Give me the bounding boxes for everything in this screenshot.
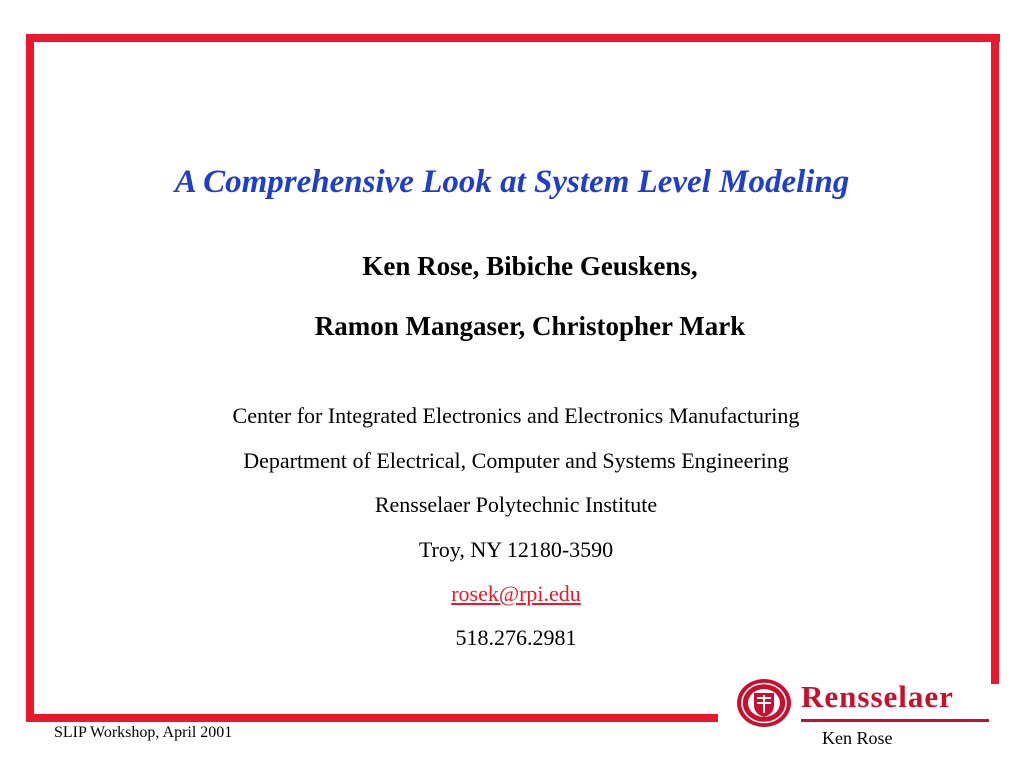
slide-title: A Comprehensive Look at System Level Modeling [174,164,850,200]
affiliation-address: Troy, NY 12180-3590 [418,537,614,562]
rensselaer-seal-icon [735,677,793,729]
frame-left-border [26,34,34,722]
email-line [0,581,1024,607]
affiliation-center: Center for Integrated Electronics and Electronics Manufacturing [232,403,800,428]
authors-line-1: Ken Rose, Bibiche Geuskens, [362,251,698,281]
authors-line-2: Ramon Mangaser, Christopher Mark [314,311,746,341]
logo-wordmark: Rensselaer [801,679,954,714]
footer-event: SLIP Workshop, April 2001 [54,724,233,741]
affiliation-institute: Rensselaer Polytechnic Institute [374,492,658,517]
phone-number: 518.276.2981 [455,625,577,650]
frame-bottom-border [26,714,718,722]
footer-author: Ken Rose [822,728,893,748]
frame-top-border [26,34,1000,42]
logo-underline [801,719,989,722]
rensselaer-logo [735,675,991,725]
email-link[interactable]: rosek@rpi.edu [451,581,581,606]
affiliation-department: Department of Electrical, Computer and Systems Engineering [243,448,789,473]
